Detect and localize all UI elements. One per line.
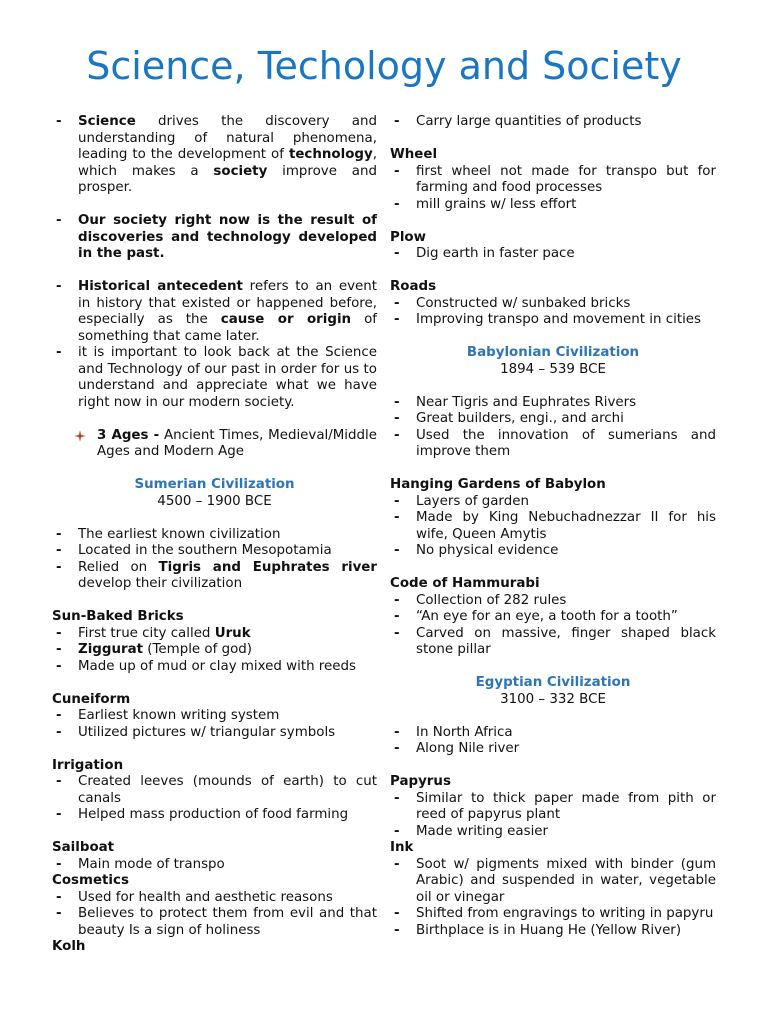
section-heading: Cosmetics — [52, 873, 129, 888]
list-item: - Similar to thick paper made from pith or reed of papyrus plant — [390, 791, 716, 824]
list-item: - Carved on massive, finger shaped black stone pillar — [390, 626, 716, 659]
section-heading: Sailboat — [52, 840, 115, 855]
list-item: - Helped mass production of food farming — [52, 807, 377, 824]
section-heading: Irrigation — [52, 757, 124, 773]
list-item-historical-antecedent: - Historical antecedent refers to an event in history that existed or happened before, especially as the cause or origin of something that came later. — [52, 279, 377, 345]
section-heading: Ink — [390, 840, 414, 855]
babylonian-date: 1894 – 539 BCE — [500, 361, 606, 377]
egyptian-heading: Egyptian Civilization — [475, 675, 631, 690]
list-item: - first wheel not made for transpo but for farming and food processes — [390, 164, 716, 197]
list-item: - The earliest known civilization — [52, 527, 377, 544]
list-item: - Located in the southern Mesopotamia — [52, 543, 377, 560]
list-item: - Utilized pictures w/ triangular symbols — [52, 725, 377, 742]
four-point-star-icon — [74, 430, 86, 442]
list-item-look-back: - it is important to look back at the Science and Technology of our past in order for us to understand and appreciate what we have right now in our modern society. — [52, 345, 377, 411]
list-item: - mill grains w/ less effort — [390, 197, 716, 214]
list-item: - Ziggurat (Temple of god) — [52, 642, 377, 659]
list-item: - “An eye for an eye, a tooth for a tooth” — [390, 609, 716, 626]
list-item: - Dig earth in faster pace — [390, 246, 716, 263]
list-item-three-ages: 3 Ages - Ancient Times, Medieval/Middle Ages and Modern Age — [52, 428, 377, 461]
section-heading: Sun-Baked Bricks — [52, 609, 184, 624]
list-item: - Constructed w/ sunbaked bricks — [390, 296, 716, 313]
list-item: - Great builders, engi., and archi — [390, 411, 716, 428]
left-column — [52, 114, 377, 956]
list-item: - Soot w/ pigments mixed with binder (gum Arabic) and suspended in water, vegetable oil or vinegar — [390, 857, 716, 907]
list-item-science: - Science drives the discovery and understanding of natural phenomena, leading to the development of technology, which makes a society improve and prosper. — [52, 114, 377, 197]
list-item: - Shifted from engravings to writing in papyru — [390, 906, 716, 923]
section-heading: Cuneiform — [52, 691, 131, 707]
list-item: - Relied on Tigris and Euphrates river develop their civilization — [52, 560, 377, 593]
section-heading: Kolh — [52, 939, 86, 954]
section-heading: Roads — [390, 279, 437, 294]
section-heading: Code of Hammurabi — [390, 576, 540, 591]
list-item: - Along Nile river — [390, 741, 716, 758]
list-item: - Carry large quantities of products — [390, 114, 716, 131]
list-item: - Near Tigris and Euphrates Rivers — [390, 395, 716, 412]
page-title: Science, Techology and Society — [86, 44, 682, 88]
list-item: - Layers of garden — [390, 494, 716, 511]
sumerian-date: 4500 – 1900 BCE — [157, 493, 272, 509]
section-heading: Wheel — [390, 147, 438, 162]
list-item: - In North Africa — [390, 725, 716, 742]
babylonian-heading: Babylonian Civilization — [466, 345, 640, 360]
list-item: - Improving transpo and movement in cities — [390, 312, 716, 329]
egyptian-date: 3100 – 332 BCE — [500, 691, 606, 707]
list-item-society: - Our society right now is the result of discoveries and technology developed in the past. — [52, 213, 377, 263]
list-item: - Created leeves (mounds of earth) to cut canals — [52, 774, 377, 807]
list-item: - Birthplace is in Huang He (Yellow River) — [390, 923, 716, 940]
section-heading: Hanging Gardens of Babylon — [390, 477, 606, 492]
list-item: - Used for health and aesthetic reasons — [52, 890, 377, 907]
list-item: - Made writing easier — [390, 824, 716, 841]
list-item: - Main mode of transpo — [52, 857, 377, 874]
list-item: - Collection of 282 rules — [390, 593, 716, 610]
list-item: - Made by King Nebuchadnezzar II for his wife, Queen Amytis — [390, 510, 716, 543]
list-item: - Used the innovation of sumerians and improve them — [390, 428, 716, 461]
section-heading: Papyrus — [390, 774, 451, 789]
sumerian-heading: Sumerian Civilization — [134, 477, 295, 492]
list-item: - Made up of mud or clay mixed with reeds — [52, 659, 377, 676]
list-item: - First true city called Uruk — [52, 626, 377, 643]
list-item: - No physical evidence — [390, 543, 716, 560]
list-item: - Earliest known writing system — [52, 708, 377, 725]
section-heading: Plow — [390, 229, 426, 245]
list-item: - Believes to protect them from evil and that beauty Is a sign of holiness — [52, 906, 377, 939]
right-column — [390, 114, 716, 939]
